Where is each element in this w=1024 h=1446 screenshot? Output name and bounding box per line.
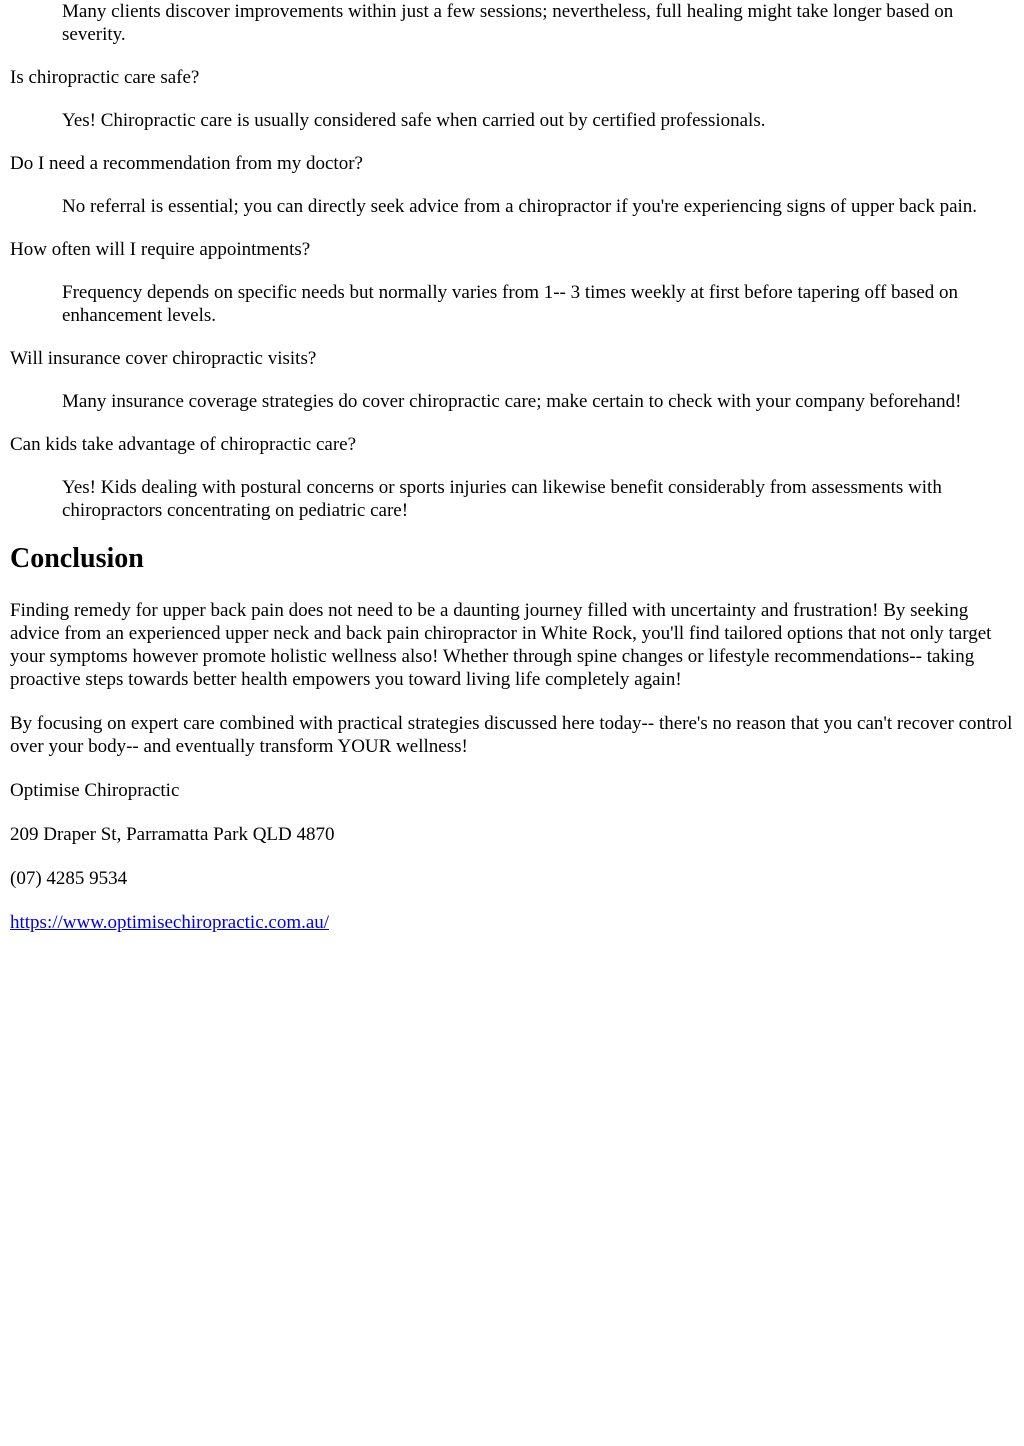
faq-list	[10, 0, 1014, 522]
business-name: Optimise Chiropractic	[10, 780, 180, 801]
faq-answer-1: Yes! Chiropractic care is usually considered safe when carried out by certified professionals.	[62, 110, 766, 131]
conclusion-heading: Conclusion	[10, 543, 144, 574]
business-website-paragraph	[10, 911, 1014, 934]
conclusion-paragraph-1: Finding remedy for upper back pain does not need to be a daunting journey filled with uncertainty and frustration! By seeking advice from an experienced upper neck and back pain chiropractor in White Rock, you'll find tailored options that not only target your symptoms however promote holistic wellness also! Whether through spine changes or lifestyle recommendations-- taking proactive steps towards better health empowers you toward living life completely again!	[10, 600, 992, 690]
faq-answer-5: Yes! Kids dealing with postural concerns or sports injuries can likewise benefit considerably from assessments with chiropractors concentrating on pediatric care!	[62, 477, 942, 521]
faq-question-1: Is chiropractic care safe?	[10, 67, 200, 88]
faq-answer-3: Frequency depends on specific needs but normally varies from 1-- 3 times weekly at first before tapering off based on enhancement levels.	[62, 282, 959, 326]
business-website-link[interactable]: https://www.optimisechiropractic.com.au/	[10, 912, 330, 933]
faq-question-3: How often will I require appointments?	[10, 239, 311, 260]
faq-question-5: Can kids take advantage of chiropractic care?	[10, 434, 357, 455]
faq-answer-2: No referral is essential; you can directly seek advice from a chiropractor if you're experiencing signs of upper back pain.	[62, 196, 978, 217]
business-phone: (07) 4285 9534	[10, 868, 128, 889]
faq-answer-4: Many insurance coverage strategies do cover chiropractic care; make certain to check with your company beforehand!	[62, 391, 962, 412]
faq-answer-0: Many clients discover improvements within just a few sessions; nevertheless, full healing might take longer based on severity.	[62, 1, 954, 45]
faq-question-4: Will insurance cover chiropractic visits?	[10, 348, 317, 369]
conclusion-paragraph-2: By focusing on expert care combined with practical strategies discussed here today-- there's no reason that you can't recover control over your body-- and eventually transform YOUR wellness!	[10, 713, 1013, 757]
business-address: 209 Draper St, Parramatta Park QLD 4870	[10, 824, 335, 845]
faq-question-2: Do I need a recommendation from my doctor?	[10, 153, 363, 174]
